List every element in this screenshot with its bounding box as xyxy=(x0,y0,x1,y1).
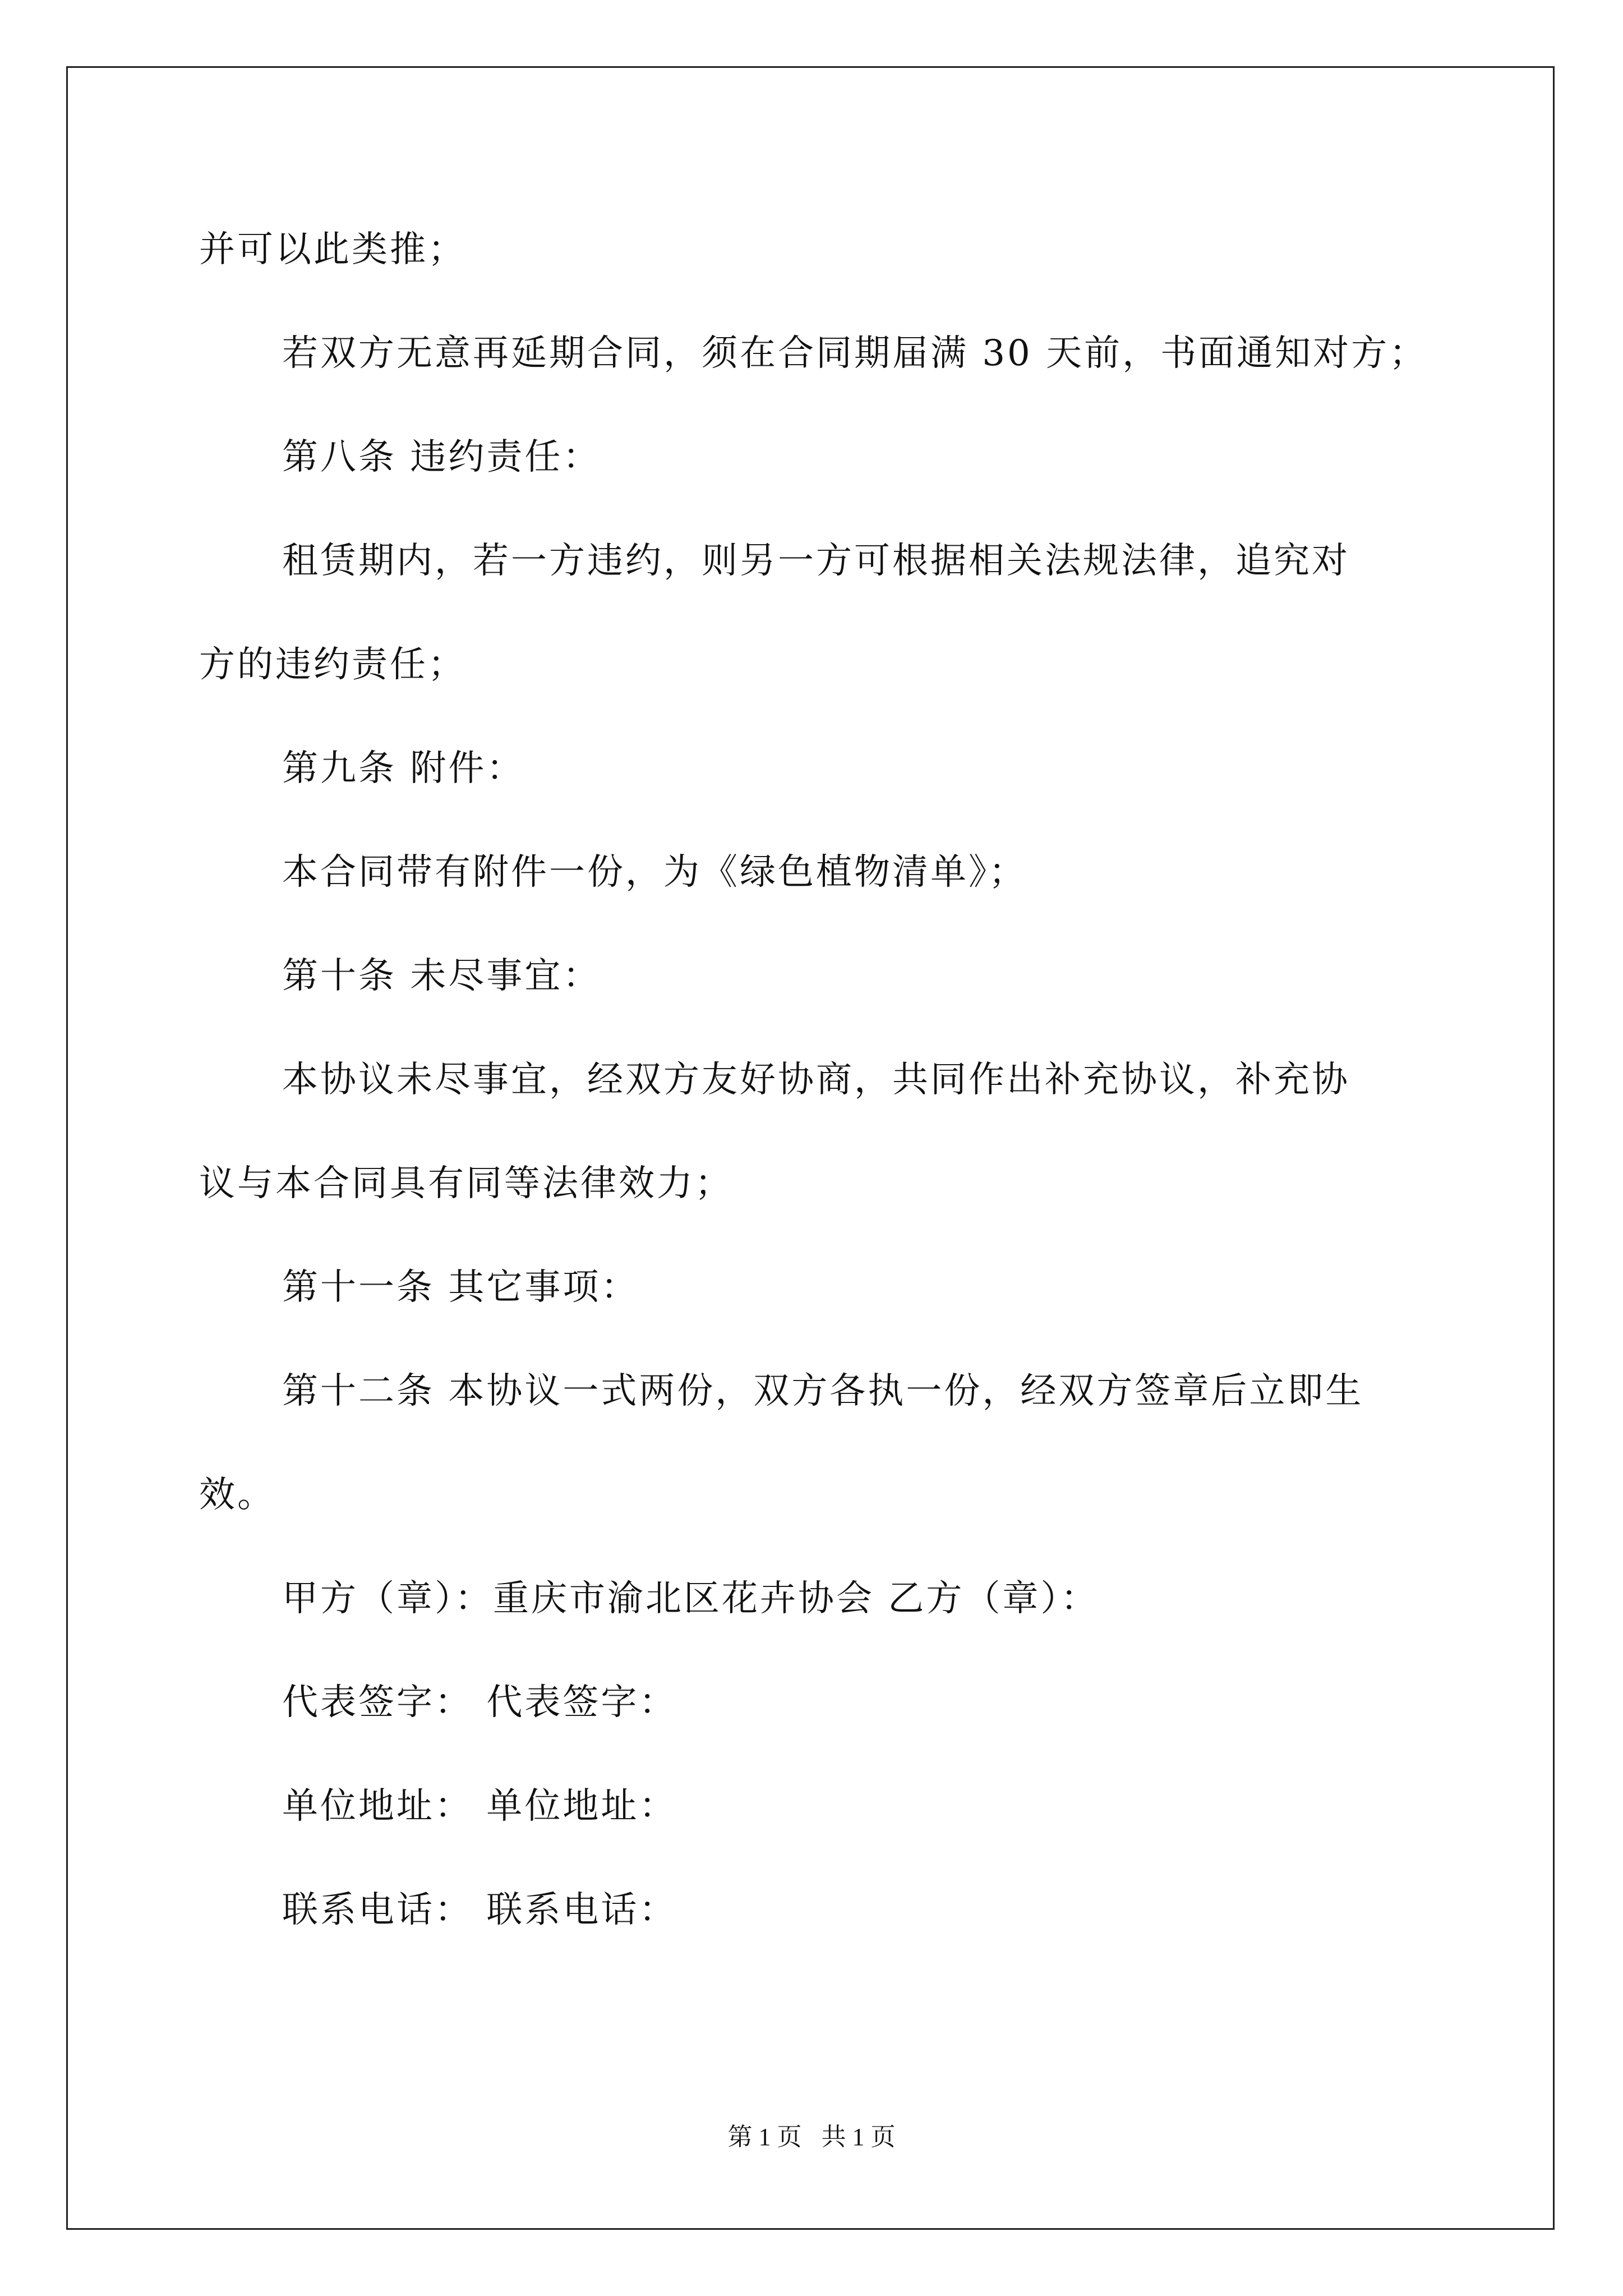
section-heading-12: 第十二条 本协议一式两份，双方各执一份，经双方签章后立即生 xyxy=(282,1370,1364,1412)
signature-address-line: 单位地址： 单位地址： xyxy=(282,1786,677,1827)
paragraph-line: 效。 xyxy=(199,1474,275,1516)
section-heading-11: 第十一条 其它事项： xyxy=(282,1267,639,1308)
signature-phone-line: 联系电话： 联系电话： xyxy=(282,1889,677,1931)
section-heading-10: 第十条 未尽事宜： xyxy=(282,955,601,997)
paragraph-line: 并可以此类推； xyxy=(199,229,466,270)
paragraph-line: 本合同带有附件一份，为《绿色植物清单》； xyxy=(282,852,1027,893)
paragraph-line: 若双方无意再延期合同，须在合同期届满 30 天前，书面通知对方； xyxy=(282,333,1428,374)
page-number-total: 共 1 页 xyxy=(821,2123,896,2151)
page-number-current: 第 1 页 xyxy=(727,2123,802,2151)
section-heading-8: 第八条 违约责任： xyxy=(282,436,601,478)
paragraph-line: 方的违约责任； xyxy=(199,644,466,685)
section-heading-9: 第九条 附件： xyxy=(282,748,525,789)
signature-representative-line: 代表签字： 代表签字： xyxy=(282,1682,677,1723)
paragraph-line: 议与本合同具有同等法律效力； xyxy=(199,1163,733,1204)
signature-party-line: 甲方（章）：重庆市渝北区花卉协会 乙方（章）： xyxy=(282,1578,1099,1619)
page-footer xyxy=(0,2120,1623,2154)
paragraph-line: 本协议未尽事宜，经双方友好协商，共同作出补充协议，补充协 xyxy=(282,1059,1350,1101)
paragraph-line: 租赁期内，若一方违约，则另一方可根据相关法规法律，追究对 xyxy=(282,540,1350,582)
